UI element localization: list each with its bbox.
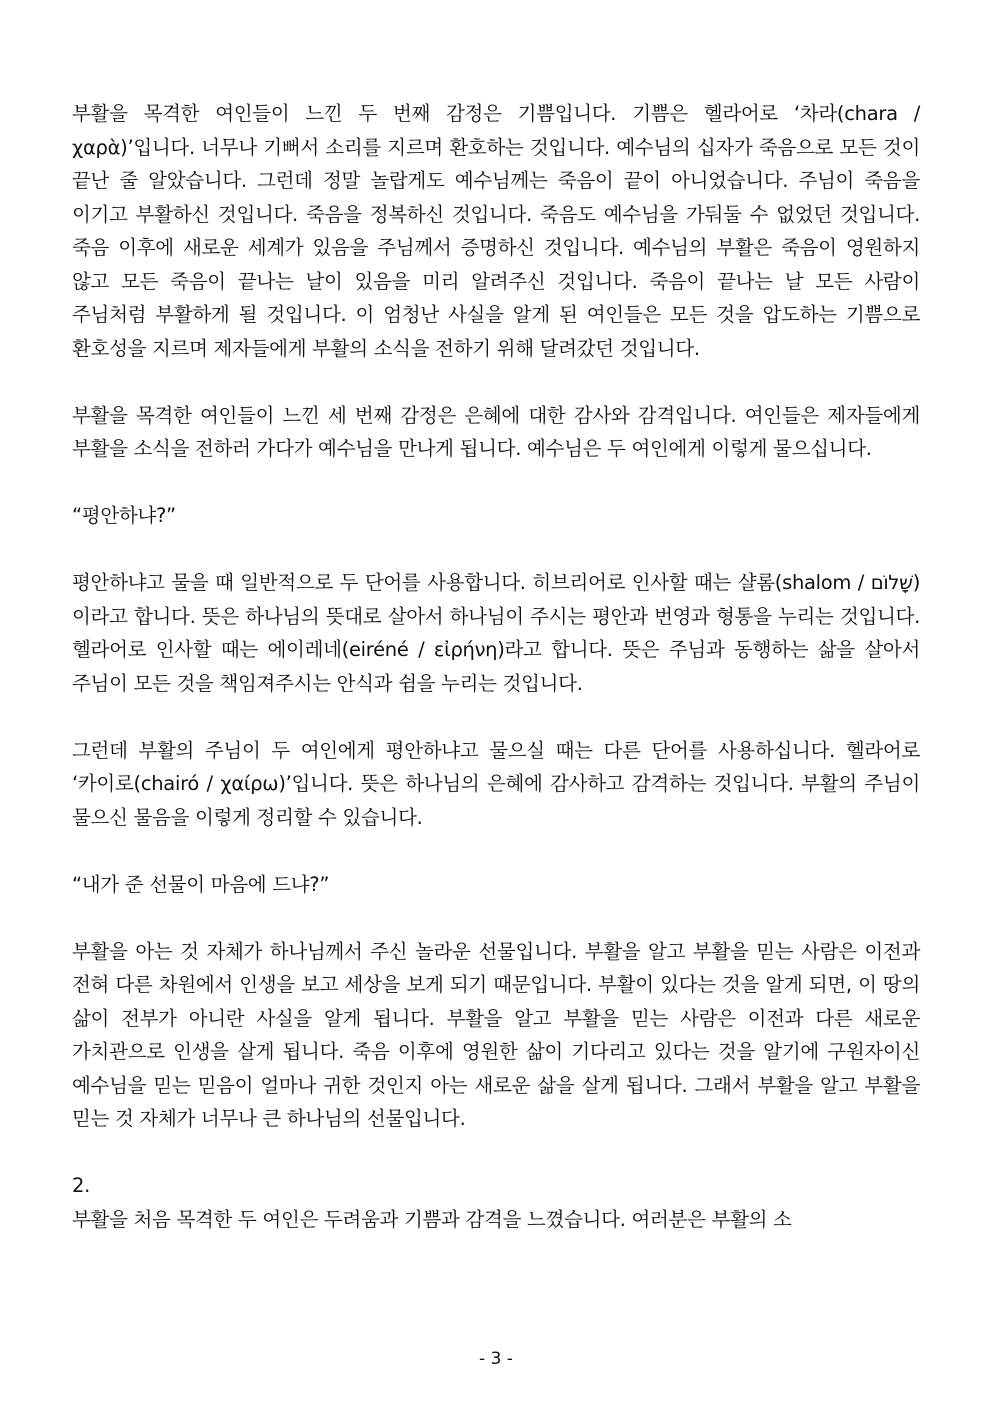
document-page [72, 97, 920, 1236]
quote-peace: “평안하냐?” [72, 504, 176, 527]
paragraph-shalom: 평안하냐고 물을 때 일반적으로 두 단어를 사용합니다. 히브리어로 인사할 때는 샬롬(shalom / שָׁלוֹם)이라고 합니다. 뜻은 하나님의 뜻대로 살아서 하나님이 주시는 평안과 번영과 형통을 누리는 것입니다. 헬라어로 인사할 때는 에이레네(eiréné / εἰρήνη)라고 합니다. 뜻은 주님과 동행하는 삶을 살아서 주님이 모든 것을 책임져주시는 안식과 쉼을 누리는 것입니다. [72, 571, 920, 695]
page-number: - 3 - [479, 1349, 513, 1369]
paragraph-resurrection-gift: 부활을 아는 것 자체가 하나님께서 주신 놀라운 선물입니다. 부활을 알고 부활을 믿는 사람은 이전과 전혀 다른 차원에서 인생을 보고 세상을 보게 되기 때문입니다. 부활이 있다는 것을 알게 되면, 이 땅의 삶이 전부가 아니란 사실을 알게 됩니다. 부활을 알고 부활을 믿는 사람은 이전과 다른 새로운 가치관으로 인생을 살게 됩니다. 죽음 이후에 영원한 삶이 기다리고 있다는 것을 알기에 구원자이신 예수님을 믿는 믿음이 얼마나 귀한 것인지 아는 새로운 삶을 살게 됩니다. 그래서 부활을 알고 부활을 믿는 것 자체가 너무나 큰 하나님의 선물입니다. [72, 939, 920, 1130]
section-number: 2. [72, 1174, 91, 1197]
quote-gift: “내가 준 선물이 마음에 드냐?” [72, 872, 330, 896]
paragraph-section-2: 부활을 처음 목격한 두 여인은 두려움과 기쁨과 감격을 느꼈습니다. 여러분은 부활의 소 [72, 1207, 792, 1231]
paragraph-chairo: 그런데 부활의 주님이 두 여인에게 평안하냐고 물으실 때는 다른 단어를 사용하십니다. 헬라어로 ‘카이로(chairó / χαίρω)’입니다. 뜻은 하나님의 은혜에 감사하고 감격하는 것입니다. 부활의 주님이 물으신 물음을 이렇게 정리할 수 있습니다. [72, 738, 920, 829]
paragraph-joy: 부활을 목격한 여인들이 느낀 두 번째 감정은 기쁨입니다. 기쁨은 헬라어로 ‘차라(chara / χαρὰ)’입니다. 너무나 기뻐서 소리를 지르며 환호하는 것입니다. 예수님의 십자가 죽음으로 모든 것이 끝난 줄 알았습니다. 그런데 정말 놀랍게도 예수님께는 죽음이 끝이 아니었습니다. 주님이 죽음을 이기고 부활하신 것입니다. 죽음을 정복하신 것입니다. 죽음도 예수님을 가둬둘 수 없었던 것입니다. 죽음 이후에 새로운 세계가 있음을 주님께서 증명하신 것입니다. 예수님의 부활은 죽음이 영원하지 않고 모든 죽음이 끝나는 날이 있음을 미리 알려주신 것입니다. 죽음이 끝나는 날 모든 사람이 주님처럼 부활하게 될 것입니다. 이 엄청난 사실을 알게 된 여인들은 모든 것을 압도하는 기쁨으로 환호성을 지르며 제자들에게 부활의 소식을 전하기 위해 달려갔던 것입니다. [72, 102, 920, 360]
paragraph-gratitude: 부활을 목격한 여인들이 느낀 세 번째 감정은 은혜에 대한 감사와 감격입니다. 여인들은 제자들에게 부활을 소식을 전하러 가다가 예수님을 만나게 됩니다. 예수님은 두 여인에게 이렇게 물으십니다. [72, 403, 920, 460]
